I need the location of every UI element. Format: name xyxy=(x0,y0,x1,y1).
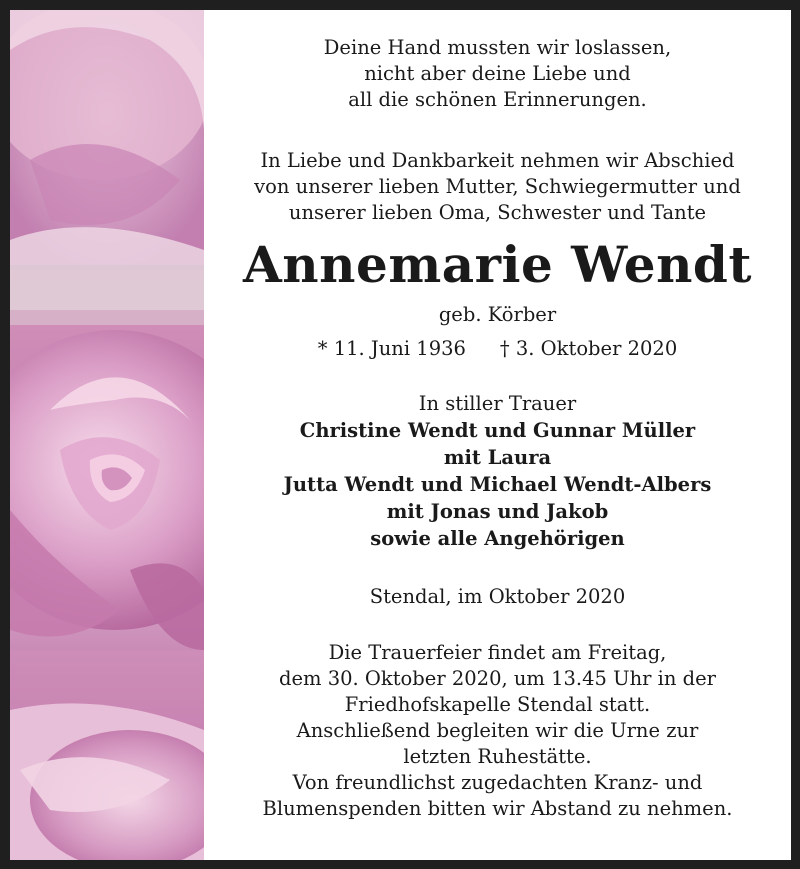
intro-line: von unserer lieben Mutter, Schwiegermutter und xyxy=(254,175,741,198)
funeral-notice-line: dem 30. Oktober 2020, um 13.45 Uhr in der xyxy=(279,667,716,690)
verse-line: nicht aber deine Liebe und xyxy=(364,62,631,85)
funeral-notice-line: Blumenspenden bitten wir Abstand zu nehmen. xyxy=(262,797,733,820)
verse-line: all die schönen Erinnerungen. xyxy=(348,88,647,111)
mourner-line: Jutta Wendt und Michael Wendt-Albers xyxy=(283,473,712,496)
maiden-name: geb. Körber xyxy=(438,303,557,326)
mourners-heading: In stiller Trauer xyxy=(418,392,577,415)
funeral-notice-line: letzten Ruhestätte. xyxy=(403,745,592,768)
intro-line: In Liebe und Dankbarkeit nehmen wir Abschied xyxy=(260,149,735,172)
intro-line: unserer lieben Oma, Schwester und Tante xyxy=(288,201,707,224)
birth-date: * 11. Juni 1936 xyxy=(317,337,466,360)
funeral-notice-line: Die Trauerfeier findet am Freitag, xyxy=(328,641,667,664)
obituary-notice xyxy=(10,10,791,860)
deceased-name: Annemarie Wendt xyxy=(243,235,752,294)
funeral-notice-line: Friedhofskapelle Stendal statt. xyxy=(344,693,651,716)
verse-line: Deine Hand mussten wir loslassen, xyxy=(323,36,672,59)
mourner-line: mit Jonas und Jakob xyxy=(386,500,609,523)
mourner-line: Christine Wendt und Gunnar Müller xyxy=(299,419,696,442)
rose-photo xyxy=(10,10,204,860)
life-dates xyxy=(204,336,791,362)
death-date: † 3. Oktober 2020 xyxy=(499,337,678,360)
mourner-line: mit Laura xyxy=(443,446,552,469)
mourner-line: sowie alle Angehörigen xyxy=(370,527,625,550)
place-date: Stendal, im Oktober 2020 xyxy=(369,585,626,608)
funeral-notice-line: Anschließend begleiten wir die Urne zur xyxy=(296,719,699,742)
funeral-notice-line: Von freundlichst zugedachten Kranz- und xyxy=(292,771,703,794)
notice-text xyxy=(204,10,791,860)
rose-illustration xyxy=(10,10,204,860)
